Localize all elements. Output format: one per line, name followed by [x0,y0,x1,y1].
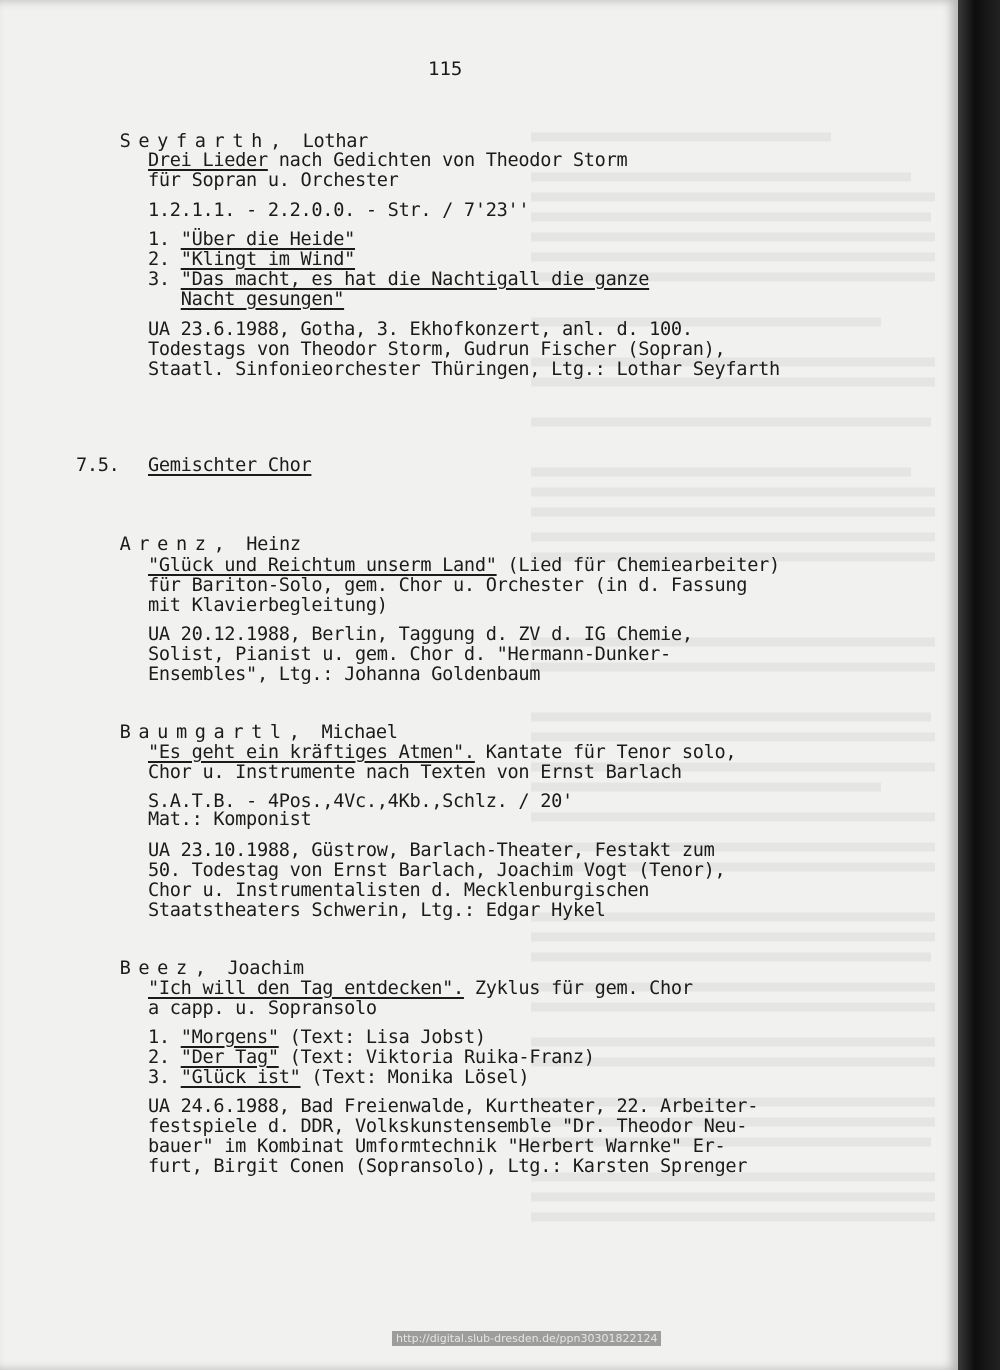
work-title-rest: Zyklus für gem. Chor [463,978,693,999]
work-title-line [148,151,627,171]
work-description: mit Klavierbegleitung) [148,595,388,616]
song-item [148,1048,595,1068]
material-note: Mat.: Komponist [148,809,312,830]
song-credit: (Text: Monika Lösel) [300,1067,530,1088]
song-title: Nacht gesungen" [180,289,345,310]
song-number: 1. [148,1027,181,1048]
composer-surname: Arenz [119,534,214,555]
song-item [148,290,344,310]
composer-separator: , [213,534,225,555]
song-credit: (Text: Viktoria Ruika-Franz) [278,1047,595,1068]
work-title: "Es geht ein kräftiges Atmen". [148,742,475,763]
work-title-line [148,743,736,763]
song-number: 1. [148,229,181,250]
work-description: Chor u. Instrumente nach Texten von Ernst Barlach [148,762,682,783]
composer-surname: Baumgartl [119,722,289,743]
premiere-line: festspiele d. DDR, Volkskunstensemble "Dr. Theodor Neu- [148,1116,748,1137]
premiere-line: UA 20.12.1988, Berlin, Taggung d. ZV d. IG Chemie, [148,624,693,645]
song-number [148,289,181,310]
page-number: 115 [428,58,463,80]
work-title-rest: Kantate für Tenor solo, [474,742,737,763]
premiere-line: Staatstheaters Schwerin, Ltg.: Edgar Hykel [148,900,606,921]
book-spine-edge [958,0,1000,1370]
composer-firstname: Lothar [302,131,369,152]
composer-surname: Beez [119,958,195,979]
composer-separator: , [194,958,206,979]
premiere-line: Chor u. Instrumentalisten d. Mecklenburgischen [148,880,650,901]
composer-firstname: Michael [321,722,398,743]
song-number: 3. [148,1067,181,1088]
instrumentation: S.A.T.B. - 4Pos.,4Vc.,4Kb.,Schlz. / 20' [148,791,573,812]
composer-surname: Seyfarth [119,131,270,152]
work-title: Drei Lieder [148,150,268,171]
composer-firstname: Joachim [227,958,304,979]
premiere-line: Ensembles", Ltg.: Johanna Goldenbaum [148,664,541,685]
song-item [148,270,649,290]
premiere-line: bauer" im Kombinat Umformtechnik "Herbert Warnke" Er- [148,1136,726,1157]
premiere-line: furt, Birgit Conen (Sopransolo), Ltg.: Karsten Sprenger [148,1156,748,1177]
song-title: "Klingt im Wind" [180,249,355,270]
work-title: "Ich will den Tag entdecken". [148,978,464,999]
song-item [148,230,355,250]
song-title: "Morgens" [180,1027,279,1048]
premiere-line: Solist, Pianist u. gem. Chor d. "Hermann-Dunker- [148,644,671,665]
composer-separator: , [288,722,300,743]
premiere-line: UA 23.6.1988, Gotha, 3. Ekhofkonzert, anl. d. 100. [148,319,693,340]
work-description: für Bariton-Solo, gem. Chor u. Orchester (in d. Fassung [148,575,748,596]
source-url-watermark[interactable]: http://digital.slub-dresden.de/ppn30301822124 [392,1331,661,1346]
work-title: "Glück und Reichtum unserm Land" [148,555,497,576]
work-title-line [148,556,780,576]
work-title-line [148,979,693,999]
premiere-line: Staatl. Sinfonieorchester Thüringen, Ltg.: Lothar Seyfarth [148,359,780,380]
composer-firstname: Heinz [246,534,301,555]
instrumentation: 1.2.1.1. - 2.2.0.0. - Str. / 7'23'' [148,200,530,221]
work-description: für Sopran u. Orchester [148,170,399,191]
song-title: "Das macht, es hat die Nachtigall die ganze [180,269,650,290]
song-number: 2. [148,1047,181,1068]
premiere-line: UA 24.6.1988, Bad Freienwalde, Kurtheater, 22. Arbeiter- [148,1096,759,1117]
work-title-rest: nach Gedichten von Theodor Storm [267,150,628,171]
work-title-rest: (Lied für Chemiearbeiter) [496,555,780,576]
section-title: Gemischter Chor [148,455,312,476]
premiere-line: UA 23.10.1988, Güstrow, Barlach-Theater, Festakt zum [148,840,715,861]
song-credit: (Text: Lisa Jobst) [278,1027,486,1048]
composer-separator: , [269,131,281,152]
song-title: "Glück ist" [180,1067,301,1088]
premiere-line: 50. Todestag von Ernst Barlach, Joachim Vogt (Tenor), [148,860,726,881]
premiere-line: Todestags von Theodor Storm, Gudrun Fischer (Sopran), [148,339,726,360]
song-number: 3. [148,269,181,290]
song-item [148,250,355,270]
song-item [148,1068,529,1088]
song-item [148,1028,486,1048]
work-description: a capp. u. Sopransolo [148,998,377,1019]
song-number: 2. [148,249,181,270]
song-title: "Der Tag" [180,1047,279,1068]
song-title: "Über die Heide" [180,229,355,250]
section-number: 7.5. [76,455,120,476]
